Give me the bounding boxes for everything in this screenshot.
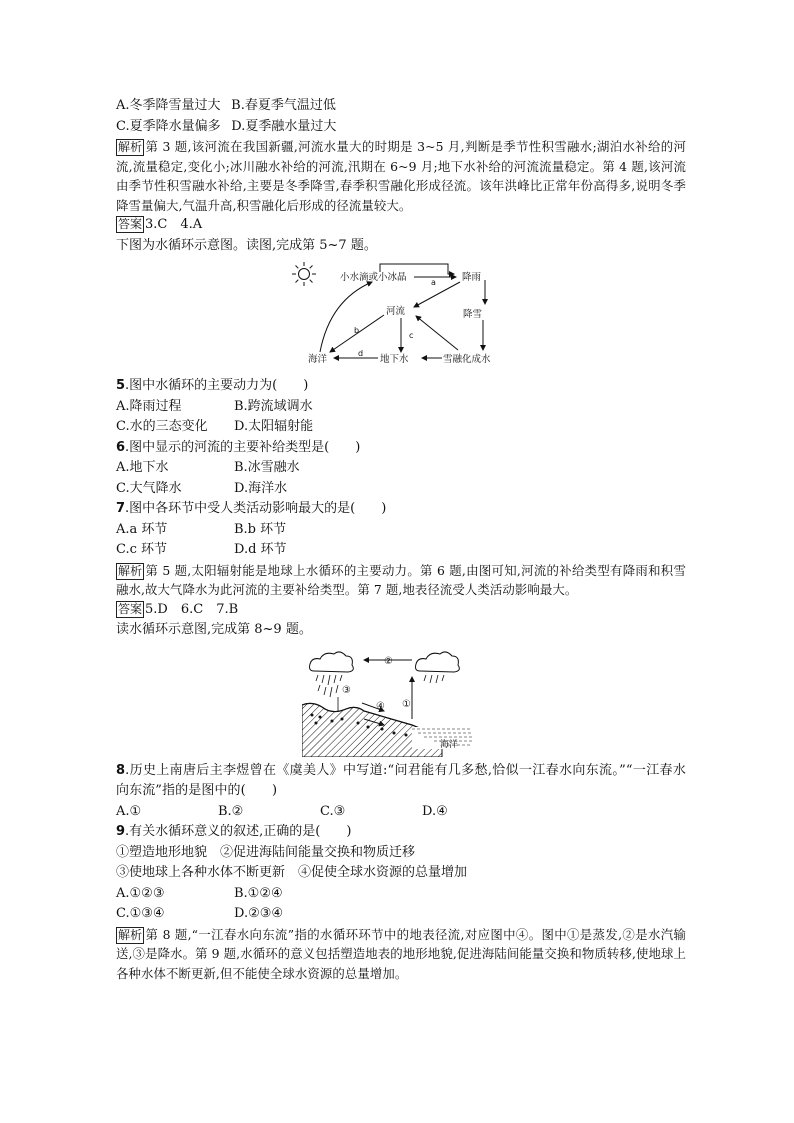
q7-options-row2: [116, 540, 686, 561]
answer-3-4: [116, 215, 686, 236]
node-groundwater: 地下水: [380, 354, 409, 365]
label-b: b: [354, 326, 360, 335]
q9-options-row2: [116, 904, 686, 925]
node-river: 河流: [386, 306, 406, 317]
label-circle-2: ②: [384, 655, 393, 667]
q5-option-d[interactable]: D.太阳辐射能: [234, 419, 314, 434]
q6-stem: .图中显示的河流的主要补给类型是( ): [125, 439, 361, 455]
q5-option-b[interactable]: B.跨流域调水: [234, 398, 313, 414]
explanation-text: 第 5 题,太阳辐射能是地球上水循环的主要动力。第 6 题,由图可知,河流的补给类型有降雨和积雪融水,故大气降水为此河流的主要补给类型。第 7 题,地表径流受人类活动影响最大。: [116, 562, 686, 597]
q5-options-row2: [116, 417, 686, 438]
q9-option-d[interactable]: D.②③④: [234, 906, 284, 921]
node-snow: 降雪: [463, 309, 483, 320]
q9-option-c[interactable]: C.①③④: [116, 906, 165, 921]
q8-option-a[interactable]: A.①: [116, 803, 142, 819]
node-ocean: 海洋: [308, 354, 328, 365]
q5-number: 5: [116, 378, 126, 393]
cloud-icon: [416, 651, 460, 682]
q6-option-a[interactable]: A.地下水: [116, 460, 169, 475]
q4-option-b[interactable]: B.春夏季气温过低: [231, 98, 336, 113]
q4-options-row2: [116, 117, 686, 138]
explanation-3-4: [116, 137, 686, 215]
sun-icon: [292, 262, 316, 286]
arrow-melt-river: [416, 316, 458, 350]
q8-option-c[interactable]: C.③: [320, 803, 346, 819]
q6-number: 6: [116, 439, 126, 455]
label-a: a: [431, 278, 436, 287]
q7-options-row1: [116, 520, 686, 541]
q5-stem: .图中水循环的主要动力为( ): [125, 378, 309, 393]
question-9: [116, 822, 686, 843]
explanation-tag: 解析: [118, 927, 143, 942]
question-7: [116, 499, 686, 520]
q4-options-row1: [116, 96, 686, 117]
q6-option-b[interactable]: B.冰雪融水: [234, 460, 300, 475]
q7-option-a[interactable]: A.a 环节: [116, 521, 168, 537]
label-sea: 海洋: [440, 739, 459, 750]
q7-option-d[interactable]: D.d 环节: [234, 542, 287, 557]
q9-options-row1: [116, 884, 686, 905]
q7-stem: .图中各环节中受人类活动影响最大的是( ): [125, 501, 387, 516]
q6-option-d[interactable]: D.海洋水: [234, 480, 288, 496]
q8-stem: .历史上南唐后主李煜曾在《虞美人》中写道:“问君能有几多愁,恰似一江春水向东流。”“一江春水向东流”指的是图中的( ): [116, 762, 686, 798]
q4-option-a[interactable]: A.冬季降雪量过大: [116, 98, 221, 113]
q7-option-b[interactable]: B.b 环节: [234, 521, 287, 537]
q9-number: 9: [116, 824, 126, 839]
q8-option-b[interactable]: B.②: [218, 803, 244, 819]
q4-option-d[interactable]: D.夏季融水量过大: [231, 118, 337, 134]
q6-option-c[interactable]: C.大气降水: [116, 480, 182, 496]
q7-option-c[interactable]: C.c 环节: [116, 542, 168, 557]
q9-option-a[interactable]: A.①②③: [116, 885, 165, 901]
intro-5-7: 下图为水循环示意图。读图,完成第 5~7 题。: [116, 237, 377, 253]
water-cycle-sketch: [302, 645, 482, 757]
q6-options-row2: [116, 479, 686, 500]
q9-item-row1: ①塑造地形地貌 ②促进海陆间能量交换和物质迁移: [116, 844, 416, 860]
q8-number: 8: [116, 762, 126, 778]
node-rain: 降雨: [462, 272, 482, 283]
explanation-5-7: [116, 561, 686, 600]
arrow-b: [330, 315, 384, 352]
q6-options-row1: [116, 458, 686, 479]
q5-option-c[interactable]: C.水的三态变化: [116, 419, 208, 434]
question-5: [116, 376, 686, 397]
node-snowmelt: 雪融化成水: [443, 354, 491, 365]
intro-8-9: 读水循环示意图,完成第 8~9 题。: [116, 622, 312, 637]
explanation-text: 第 8 题,“一江春水向东流”指的水循环环节中的地表径流,对应图中④。图中①是蒸发,②是水汽输送,③是降水。第 9 题,水循环的意义包括塑造地表的地形地貌,促进海陆间能量交换和物质转移,使地球上各种水体不断更新,但不能使全球水资源的总量增加。: [116, 926, 686, 981]
answer-tag: 答案: [118, 217, 143, 231]
answer-text: 5.D 6.C 7.B: [145, 601, 239, 617]
q5-option-a[interactable]: A.降雨过程: [116, 398, 182, 414]
question-8: [116, 761, 686, 802]
label-circle-1: ①: [402, 698, 411, 710]
explanation-tag: 解析: [118, 563, 143, 578]
node-droplets: 小水滴或小冰晶: [340, 272, 407, 283]
q8-option-d[interactable]: D.④: [422, 803, 448, 819]
explanation-tag: 解析: [118, 140, 143, 154]
label-circle-3: ③: [342, 684, 351, 696]
explanation-text: 第 3 题,该河流在我国新疆,河流水量大的时期是 3~5 月,判断是季节性积雪融水;湖泊水补给的河流,流量稳定,变化小;冰川融水补给的河流,汛期在 6~9 月;地下水补给的河流流量稳定。第 4 题,该河流由季节性积雪融水补给,主要是冬季降雪,春季积雪融化形成径流。该年洪峰比正常年份高得多,说明冬季降雪量偏大,气温升高,积雪融化后形成的径流量较大。: [116, 139, 686, 213]
label-circle-4: ④: [376, 700, 385, 712]
q9-item-row2: ③使地球上各种水体不断更新 ④促使全球水资源的总量增加: [116, 865, 468, 880]
q4-option-c[interactable]: C.夏季降水量偏多: [116, 118, 221, 134]
label-c: c: [409, 331, 414, 340]
q5-options-row1: [116, 397, 686, 418]
explanation-8-9: [116, 925, 686, 984]
question-6: [116, 438, 686, 459]
arrow-rain-river: [414, 282, 460, 307]
water-cycle-diagram: [290, 260, 520, 372]
document-page: [116, 96, 686, 983]
q9-option-b[interactable]: B.①②④: [234, 885, 283, 901]
q9-stem: .有关水循环意义的叙述,正确的是( ): [125, 824, 352, 839]
label-d: d: [358, 349, 364, 358]
q7-number: 7: [116, 501, 126, 516]
answer-5-7: [116, 600, 686, 621]
q8-options: [116, 802, 686, 823]
answer-tag: 答案: [118, 601, 143, 616]
answer-text: 3.C 4.A: [145, 217, 203, 232]
